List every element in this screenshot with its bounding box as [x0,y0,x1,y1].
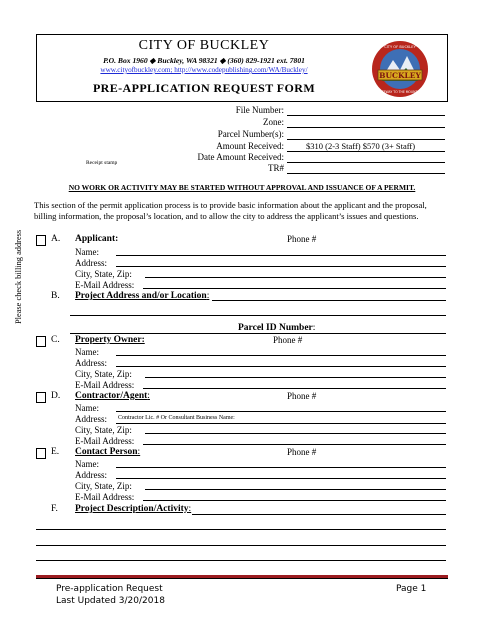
applicant-title: Applicant: [75,234,119,244]
city-seal-logo [371,40,429,98]
zone-line[interactable] [287,127,445,128]
applicant-email-line[interactable] [143,288,446,289]
contact-person-title: Contact Person: [75,447,141,457]
contact-csz-label: City, State, Zip: [75,481,132,491]
contact-address-label: Address: [75,470,107,480]
contractor-csz-line[interactable] [145,433,446,434]
amount-value: $310 (2-3 Staff) $570 (3+ Staff) [306,141,416,151]
seal-bottom-text: GATEWAY TO THE MOUNTAIN [377,90,423,94]
contact-email-line[interactable] [143,500,446,501]
contractor-license-label: Contractor Lic. # Or Consultant Business Name: [118,415,235,421]
section-e-letter: E. [51,447,60,457]
applicant-address-label: Address: [75,258,107,268]
applicant-billing-checkbox[interactable] [36,235,46,246]
parcel-numbers-line[interactable] [287,139,445,140]
contractor-phone-label: Phone # [287,391,317,401]
property-owner-title: Property Owner: [75,335,145,345]
contact-email-label: E-Mail Address: [75,492,135,502]
intro-text: This section of the permit application process is to provide basic information about the applicant and the proposal, billing information, the proposal’s location, and to allow the city to address the applicant’s issues and questions. [34,200,427,221]
footer-updated: Last Updated 3/20/2018 [56,596,165,606]
owner-csz-line[interactable] [145,377,446,378]
header-box [36,34,448,102]
contractor-title: Contractor/Agent: [75,391,150,401]
owner-address-label: Address: [75,358,107,368]
project-address-title: Project Address and/or Location: [75,291,210,301]
no-work-warning: NO WORK OR ACTIVITY MAY BE STARTED WITHOUT APPROVAL AND ISSUANCE OF A PERMIT. [68,183,416,192]
contact-name-line[interactable] [116,467,446,468]
applicant-address-line[interactable] [116,266,446,267]
contact-csz-line[interactable] [145,489,446,490]
project-address-line-1[interactable] [212,300,446,301]
contractor-name-line[interactable] [116,411,446,412]
description-line-3[interactable] [36,545,446,546]
section-b-letter: B. [51,291,60,301]
owner-billing-checkbox[interactable] [36,336,46,347]
section-a-letter: A. [51,234,61,244]
section-f-letter: F. [51,504,58,514]
amount-received-label: Amount Received: [216,141,284,151]
tr-label: TR# [267,163,284,173]
tr-line[interactable] [287,173,445,174]
owner-name-line[interactable] [116,355,446,356]
contractor-name-label: Name: [75,403,99,413]
parcel-id-label: Parcel ID Number: [238,323,316,333]
file-number-label: File Number: [235,105,284,115]
amount-received-line[interactable] [287,151,445,152]
contractor-billing-checkbox[interactable] [36,392,46,403]
file-number-line[interactable] [287,115,445,116]
contact-address-line[interactable] [116,478,446,479]
billing-address-note: Please check billing address [14,229,23,324]
contact-name-label: Name: [75,459,99,469]
project-address-line-2[interactable] [70,315,446,316]
date-amount-line[interactable] [287,162,445,163]
section-d-letter: D. [51,391,61,401]
parcel-numbers-label: Parcel Number(s): [217,129,284,139]
owner-phone-label: Phone # [273,335,303,345]
seal-name: BUCKLEY [379,71,421,80]
section-c-letter: C. [51,335,60,345]
owner-csz-label: City, State, Zip: [75,369,132,379]
owner-address-line[interactable] [116,366,446,367]
date-amount-label: Date Amount Received: [197,152,284,162]
owner-email-label: E-Mail Address: [75,380,135,390]
owner-email-line[interactable] [143,388,446,389]
description-line-1[interactable] [192,514,446,515]
website-links[interactable]: www.cityofbuckley.com; http://www.codepublishing.com/WA/Buckley/ [100,66,308,74]
applicant-email-label: E-Mail Address: [75,280,135,290]
description-line-2[interactable] [36,529,446,530]
footer-form-name: Pre-application Request [56,584,163,594]
project-description-title: Project Description/Activity: [75,504,192,514]
form-title: PRE-APPLICATION REQUEST FORM [92,81,316,95]
applicant-csz-label: City, State, Zip: [75,269,132,279]
contact-info: P.O. Box 1960 ◆ Buckley, WA 98321 ◆ (360) 829-1921 ext. 7801 [103,56,305,65]
footer-rule-black [36,578,448,579]
owner-name-label: Name: [75,347,99,357]
contractor-csz-label: City, State, Zip: [75,425,132,435]
applicant-name-line[interactable] [116,255,446,256]
description-line-4[interactable] [36,560,446,561]
contractor-address-line[interactable] [116,423,446,424]
receipt-stamp-label: Receipt stamp [86,160,118,166]
seal-top-text: CITY OF BUCKLEY [384,45,416,49]
applicant-phone-label: Phone # [287,234,317,244]
contractor-email-line[interactable] [143,444,446,445]
applicant-csz-line[interactable] [145,277,446,278]
contractor-address-label: Address: [75,414,107,424]
contractor-email-label: E-Mail Address: [75,436,135,446]
footer-page-number: Page 1 [396,584,427,594]
contact-billing-checkbox[interactable] [36,448,46,459]
city-name: CITY OF BUCKLEY [138,38,270,53]
applicant-name-label: Name: [75,247,99,257]
contact-phone-label: Phone # [287,447,317,457]
zone-label: Zone: [263,117,284,127]
parcel-id-line[interactable] [70,333,446,334]
